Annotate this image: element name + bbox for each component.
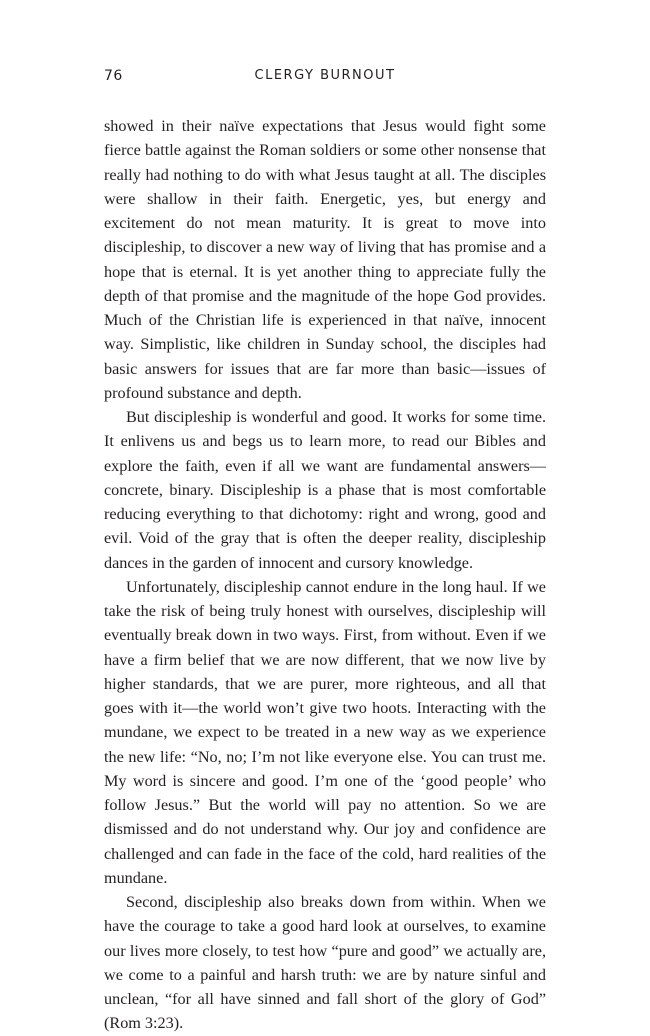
- paragraph: But discipleship is wonderful and good. It works for some time. It enlivens us and begs us to learn more, to read our Bibles and explore the faith, even if all we want are fundamental answers—concrete, binary. Discipleship is a phase that is most comfortable reducing everything to that dichotomy: right and wrong, good and evil. Void of the gray that is often the deeper reality, discipleship dances in the garden of innocent and cursory knowledge.: [104, 408, 546, 572]
- running-head: CLERGY BURNOUT: [254, 68, 396, 83]
- page-number: 76: [104, 68, 123, 84]
- paragraph: showed in their naïve expectations that Jesus would fight some fierce battle against the Roman soldiers or some other nonsense that really had nothing to do with what Jesus taught at all. The disciples were shallow in their faith. Energetic, yes, but energy and excitement do not mean maturity. It is great to move into discipleship, to discover a new way of living that has promise and a hope that is eternal. It is yet another thing to appreciate fully the depth of that promise and the magnitude of the hope God provides. Much of the Christian life is experienced in that naïve, innocent way. Simplistic, like children in Sunday school, the disciples had basic answers for issues that are far more than basic—issues of profound substance and depth.: [104, 117, 546, 402]
- paragraph: Second, discipleship also breaks down from within. When we have the courage to take a good hard look at ourselves, to examine our lives more closely, to test how “pure and good” we actually are, we come to a painful and harsh truth: we are by nature sinful and unclean, “for all have sinned and fall short of the glory of God” (Rom 3:23).: [104, 893, 546, 1033]
- page-header: [104, 68, 546, 88]
- paragraph: Unfortunately, discipleship cannot endure in the long haul. If we take the risk of being truly honest with ourselves, discipleship will eventually break down in two ways. First, from without. Even if we have a firm belief that we are now different, that we now live by higher standards, that we are purer, more righteous, and all that goes with it—the world won’t give two hoots. Interacting with the mundane, we expect to be treated in a new way as we experience the new life: “No, no; I’m not like everyone else. You can trust me. My word is sincere and good. I’m one of the ‘good people’ who follow Jesus.” But the world will pay no attention. So we are dismissed and do not understand why. Our joy and confidence are challenged and can fade in the face of the cold, hard realities of the mundane.: [104, 577, 546, 887]
- body-text: [104, 114, 546, 1036]
